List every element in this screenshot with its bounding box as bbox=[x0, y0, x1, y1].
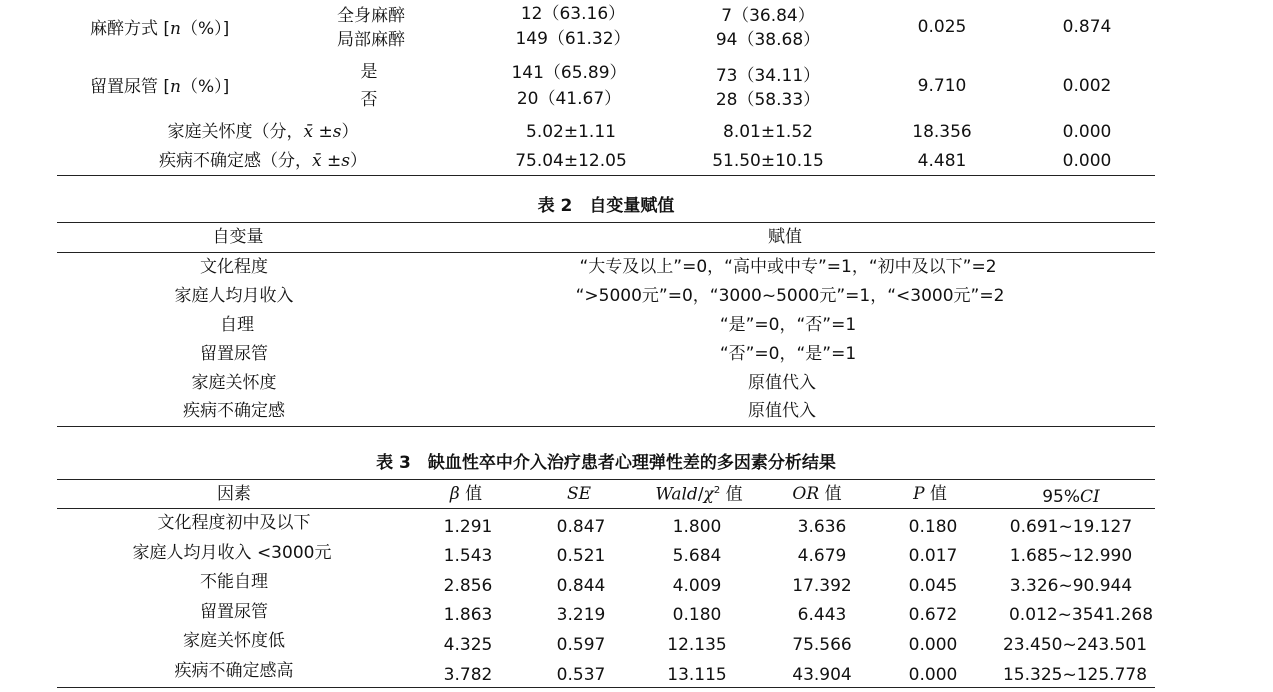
table2-variable: 疾病不确定感 bbox=[183, 401, 285, 421]
table3-ci: 15.325~125.778 bbox=[1002, 665, 1148, 685]
table3-factor: 家庭关怀度低 bbox=[183, 631, 285, 651]
table3-factor: 文化程度初中及以下 bbox=[157, 513, 311, 533]
stat-value: 18.356 bbox=[912, 122, 972, 142]
table3-header-p: P 值 bbox=[913, 484, 947, 504]
table2-assignment: “>5000元”=0，“3000~5000元”=1，“<3000元”=2 bbox=[575, 286, 1005, 306]
table3-se: 0.521 bbox=[556, 546, 606, 566]
table3-p: 0.000 bbox=[908, 665, 958, 685]
table3-bottom-rule bbox=[57, 687, 1155, 688]
table2-variable: 自理 bbox=[220, 315, 254, 335]
p-value: 0.002 bbox=[1062, 76, 1112, 96]
table2-caption: 表 2 自变量赋值 bbox=[537, 196, 675, 216]
table3-factor: 留置尿管 bbox=[200, 602, 268, 622]
cell-value: 51.50±10.15 bbox=[712, 151, 824, 171]
table3-p: 0.017 bbox=[908, 546, 958, 566]
cell-value: 73（34.11） bbox=[715, 66, 821, 86]
table3-beta: 3.782 bbox=[443, 665, 493, 685]
sub-label: 是 bbox=[360, 62, 378, 82]
cell-value: 149（61.32） bbox=[515, 29, 631, 49]
table3-p: 0.180 bbox=[908, 517, 958, 537]
table2-variable: 文化程度 bbox=[200, 257, 268, 277]
table3-wald: 0.180 bbox=[672, 605, 722, 625]
table3-ci: 0.691~19.127 bbox=[1009, 517, 1133, 537]
table3-caption: 表 3 缺血性卒中介入治疗患者心理弹性差的多因素分析结果 bbox=[376, 453, 836, 473]
table2-assignment: “是”=0，“否”=1 bbox=[719, 315, 857, 335]
table3-beta: 2.856 bbox=[443, 576, 493, 596]
table3-beta: 4.325 bbox=[443, 635, 493, 655]
table3-beta: 1.291 bbox=[443, 517, 493, 537]
cell-value: 7（36.84） bbox=[721, 6, 815, 26]
table2-variable: 家庭关怀度 bbox=[191, 373, 277, 393]
table3-header-or: OR 值 bbox=[792, 484, 842, 504]
table3-wald: 12.135 bbox=[667, 635, 727, 655]
table3-ci: 1.685~12.990 bbox=[1009, 546, 1133, 566]
cell-value: 141（65.89） bbox=[511, 63, 627, 83]
stat-value: 4.481 bbox=[917, 151, 967, 171]
cell-value: 8.01±1.52 bbox=[723, 122, 813, 142]
table2-variable: 留置尿管 bbox=[200, 344, 268, 364]
table3-or: 3.636 bbox=[797, 517, 847, 537]
table2-top-rule bbox=[57, 222, 1155, 223]
table3-or: 75.566 bbox=[792, 635, 852, 655]
table3-factor: 不能自理 bbox=[200, 572, 268, 592]
table2-assignment: 原值代入 bbox=[748, 373, 816, 393]
table3-se: 0.844 bbox=[556, 576, 606, 596]
table3-beta: 1.543 bbox=[443, 546, 493, 566]
table2-bottom-rule bbox=[57, 426, 1155, 427]
table3-p: 0.000 bbox=[908, 635, 958, 655]
table3-header-factor: 因素 bbox=[217, 484, 251, 504]
table3-factor: 疾病不确定感高 bbox=[174, 661, 294, 681]
p-value: 0.874 bbox=[1062, 17, 1112, 37]
table3-se: 0.597 bbox=[556, 635, 606, 655]
p-value: 0.000 bbox=[1062, 122, 1112, 142]
table3-wald: 1.800 bbox=[672, 517, 722, 537]
table3-wald: 5.684 bbox=[672, 546, 722, 566]
table3-header-ci: 95%CI bbox=[1042, 487, 1100, 507]
table3-header-wald: Wald/$\chi^2$ 值 bbox=[655, 484, 743, 505]
table3-header-rule bbox=[57, 508, 1155, 509]
table3-header-beta: β 值 bbox=[449, 484, 483, 504]
table3-se: 3.219 bbox=[556, 605, 606, 625]
cell-value: 94（38.68） bbox=[715, 30, 821, 50]
table3-or: 43.904 bbox=[792, 665, 852, 685]
table3-beta: 1.863 bbox=[443, 605, 493, 625]
table3-header-se: SE bbox=[566, 484, 592, 504]
sub-label: 局部麻醉 bbox=[337, 30, 405, 50]
row-label: 家庭关怀度（分，x̄ ±s） bbox=[167, 122, 359, 142]
table2-assignment: “大专及以上”=0，“高中或中专”=1，“初中及以下”=2 bbox=[579, 257, 997, 277]
p-value: 0.000 bbox=[1062, 151, 1112, 171]
table2-header-variable: 自变量 bbox=[212, 227, 264, 247]
cell-value: 75.04±12.05 bbox=[515, 151, 627, 171]
table3-factor: 家庭人均月收入 <3000元 bbox=[132, 543, 332, 563]
table3-ci: 3.326~90.944 bbox=[1009, 576, 1133, 596]
table2-header-rule bbox=[57, 252, 1155, 253]
row-label: 麻醉方式 [n（%）] bbox=[90, 19, 230, 39]
sub-label: 否 bbox=[360, 90, 378, 110]
table3-ci: 23.450~243.501 bbox=[1002, 635, 1148, 655]
row-label: 留置尿管 [n（%）] bbox=[90, 77, 230, 97]
table3-or: 6.443 bbox=[797, 605, 847, 625]
table3-wald: 4.009 bbox=[672, 576, 722, 596]
table3-p: 0.672 bbox=[908, 605, 958, 625]
table3-p: 0.045 bbox=[908, 576, 958, 596]
table1-bottom-rule bbox=[57, 175, 1155, 176]
stat-value: 9.710 bbox=[917, 76, 967, 96]
table2-assignment: “否”=0，“是”=1 bbox=[719, 344, 857, 364]
table3-or: 17.392 bbox=[792, 576, 852, 596]
table3-se: 0.847 bbox=[556, 517, 606, 537]
table3-top-rule bbox=[57, 479, 1155, 480]
table3-se: 0.537 bbox=[556, 665, 606, 685]
cell-value: 5.02±1.11 bbox=[526, 122, 616, 142]
row-label: 疾病不确定感（分，x̄ ±s） bbox=[159, 151, 367, 171]
cell-value: 12（63.16） bbox=[520, 4, 626, 24]
sub-label: 全身麻醉 bbox=[337, 6, 405, 26]
table2-assignment: 原值代入 bbox=[748, 401, 816, 421]
table3-or: 4.679 bbox=[797, 546, 847, 566]
stat-value: 0.025 bbox=[917, 17, 967, 37]
cell-value: 20（41.67） bbox=[516, 89, 622, 109]
table2-header-value: 赋值 bbox=[768, 227, 802, 247]
table2-variable: 家庭人均月收入 bbox=[174, 286, 294, 306]
table3-wald: 13.115 bbox=[667, 665, 727, 685]
cell-value: 28（58.33） bbox=[715, 90, 821, 110]
table3-ci: 0.012~3541.268 bbox=[1008, 605, 1154, 625]
